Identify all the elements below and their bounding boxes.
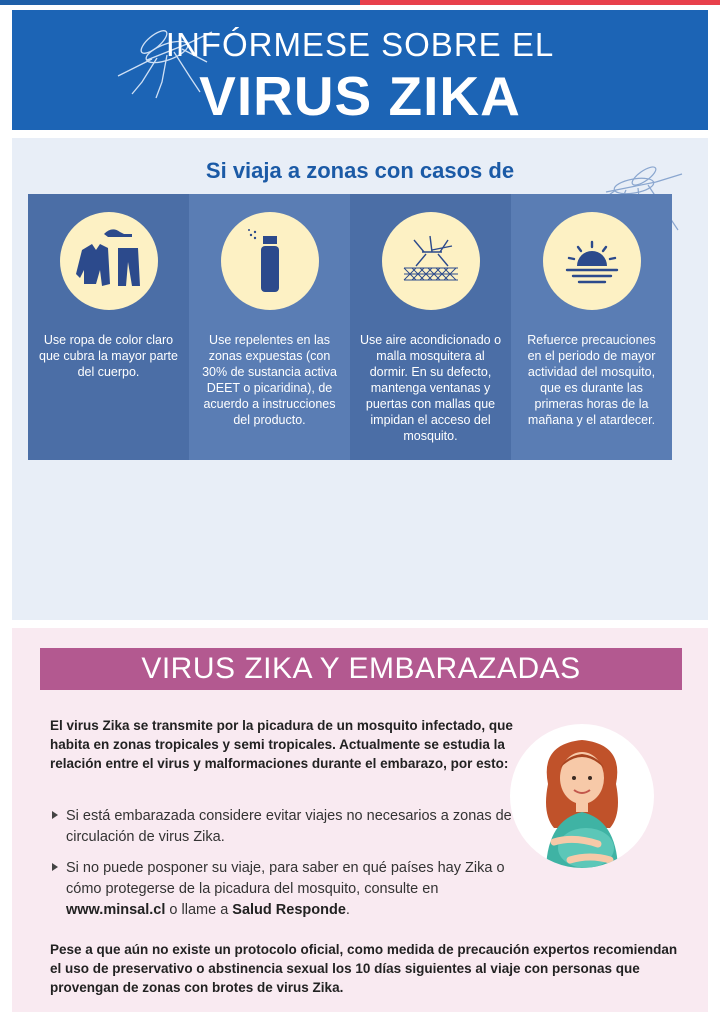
recommendation-text: Use aire acondicionado o malla mosquitera al dormir. En su defecto, mantenga ventanas y puertas con mallas que impidan el acceso del mosquito. [359, 333, 502, 443]
travel-lead-text: Si viaja a zonas con casos de [205, 158, 515, 183]
top-color-strip [0, 0, 720, 5]
bullet-text: o llame a [165, 902, 233, 918]
sunrise-icon [543, 212, 641, 310]
pregnant-woman-illustration [510, 724, 654, 868]
recommendation-text: Use repelentes en las zonas expuestas (con 30% de sustancia activa DEET o picaridina), de acuerdo a instrucciones del producto. [202, 333, 337, 427]
recommendation-net [350, 194, 511, 460]
pregnancy-intro: El virus Zika se transmite por la picadura de un mosquito infectado, que habita en zonas tropicales y semi tropicales. Actualmente se estudia la relación entre el virus y malformaciones durante el embarazo, por esto: [50, 718, 513, 771]
salud-responde-text: Salud Responde [232, 902, 346, 918]
header-title-line1: INFÓRMESE SOBRE EL [165, 26, 555, 63]
pregnancy-closing: Pese a que aún no existe un protocolo oficial, como medida de precaución expertos recomiendan el uso de preservativo o abstinencia sexual los 10 días siguientes al viaje con personas que provengan de zonas con brotes de virus Zika. [50, 942, 678, 995]
clothing-icon [60, 212, 158, 310]
top-strip-red [360, 0, 720, 5]
bullet-text: Si no puede posponer su viaje, para saber en qué países hay Zika o cómo protegerse de la picadura del mosquito, consulte en [66, 860, 505, 897]
list-item [50, 858, 520, 921]
recommendation-columns [28, 194, 672, 460]
header-title-line2: VIRUS ZIKA [199, 65, 521, 127]
repellent-spray-icon [221, 212, 319, 310]
pregnancy-section [12, 628, 708, 1012]
minsal-link[interactable]: www.minsal.cl [66, 902, 166, 918]
recommendation-repellent [189, 194, 350, 460]
bullet-text: Si está embarazada considere evitar viajes no necesarios a zonas de circulación de virus Zika. [66, 808, 512, 845]
recommendation-text: Refuerce precauciones en el periodo de mayor actividad del mosquito, que es durante las primeras horas de la mañana y el atardecer. [527, 333, 656, 427]
pregnancy-bullets [50, 806, 520, 931]
bullet-text: . [345, 902, 350, 918]
top-strip-blue [0, 0, 360, 5]
mosquito-net-icon [382, 212, 480, 310]
recommendation-timing [511, 194, 672, 460]
recommendation-clothing [28, 194, 189, 460]
recommendation-text: Use ropa de color claro que cubra la mayor parte del cuerpo. [39, 333, 178, 379]
header-banner [12, 10, 708, 130]
pregnancy-title: VIRUS ZIKA Y EMBARAZADAS [40, 648, 682, 690]
list-item [50, 806, 520, 848]
